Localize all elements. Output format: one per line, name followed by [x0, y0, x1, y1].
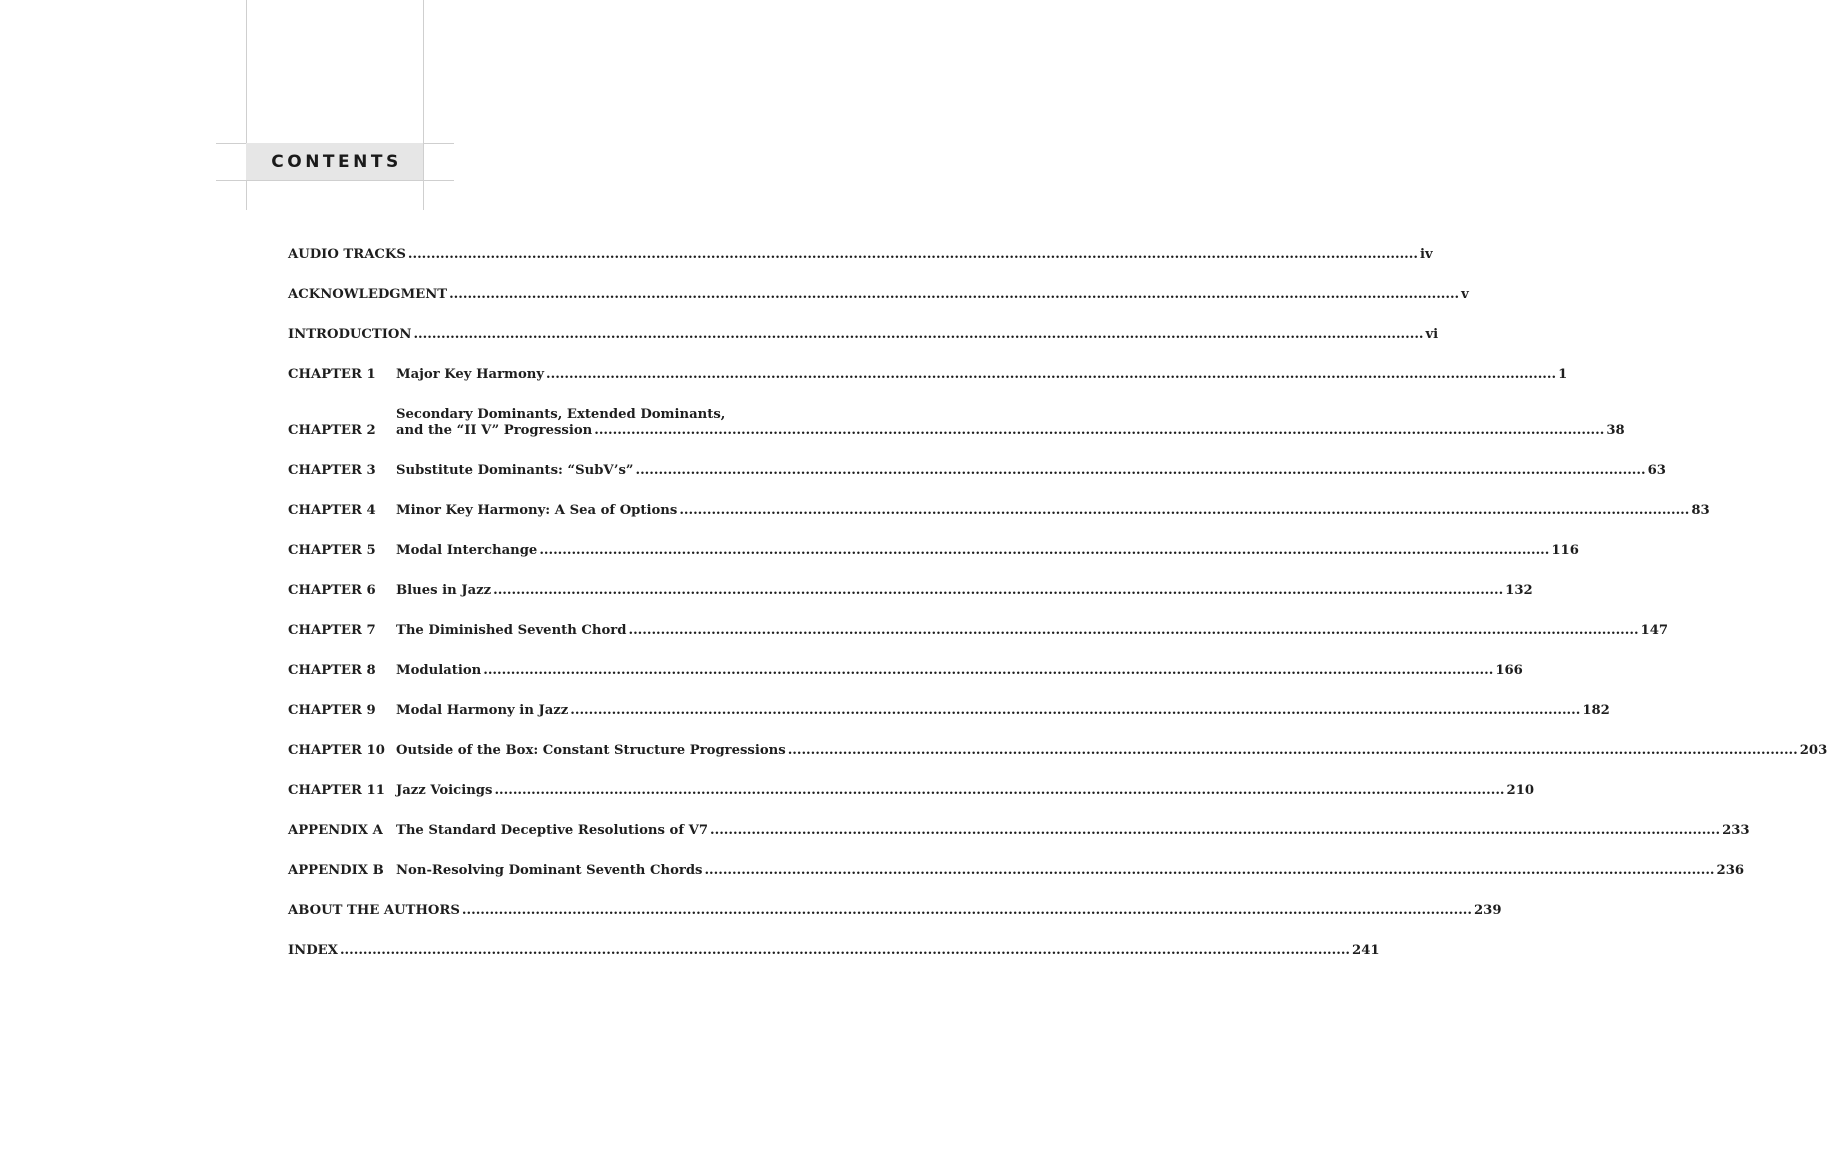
toc-entry-page: 132 [1505, 583, 1533, 598]
toc-entry-title: Modal Harmony in Jazz [396, 703, 569, 718]
dot-leader: ............................................................................................................................................................................................................................ [546, 367, 1557, 382]
toc-entry-label: APPENDIX B [288, 863, 384, 878]
toc-entry [288, 703, 1610, 719]
toc-entry-label: INDEX [288, 943, 338, 958]
dot-leader: ............................................................................................................................................................................................................................ [539, 543, 1550, 558]
dot-leader: ............................................................................................................................................................................................................................ [339, 943, 1351, 958]
toc-entry-title: The Diminished Seventh Chord [396, 623, 627, 638]
dot-leader: ............................................................................................................................................................................................................................ [461, 903, 1472, 918]
dot-leader: ............................................................................................................................................................................................................................ [494, 783, 1505, 798]
toc-entry-title: Substitute Dominants: “SubV’s” [396, 463, 634, 478]
toc-entry-page: 233 [1722, 823, 1750, 838]
toc-entry-title: Jazz Voicings [396, 783, 493, 798]
toc-entry-label: CHAPTER 4 [288, 503, 376, 518]
toc-entry-page: 63 [1647, 463, 1666, 478]
toc-entry-page: 236 [1716, 863, 1745, 878]
contents-title-box [246, 143, 423, 180]
toc-entry-label: CHAPTER 6 [288, 583, 376, 598]
toc-entry [288, 327, 1439, 343]
toc-entry-page: vi [1425, 327, 1439, 342]
toc-entry [288, 823, 1750, 839]
frame-rule-right [423, 0, 424, 210]
dot-leader: ............................................................................................................................................................................................................................ [628, 623, 1639, 638]
toc-entry-label: CHAPTER 3 [288, 463, 376, 478]
dot-leader: ............................................................................................................................................................................................................................ [704, 863, 1715, 878]
toc-entry [288, 247, 1433, 263]
dot-leader: ............................................................................................................................................................................................................................ [493, 583, 1504, 598]
toc-entry-page: v [1461, 287, 1469, 302]
toc-entry-label: ABOUT THE AUTHORS [288, 903, 460, 918]
dot-leader: ............................................................................................................................................................................................................................ [679, 503, 1690, 518]
toc-entry-label: CHAPTER 2 [288, 423, 376, 438]
toc-entry-title: Secondary Dominants, Extended Dominants, [396, 407, 726, 422]
dot-leader: ............................................................................................................................................................................................................................ [635, 463, 1646, 478]
toc-entry-page: 239 [1473, 903, 1502, 918]
toc-entry-page: 116 [1551, 543, 1579, 558]
frame-rule-bottom [216, 180, 454, 181]
dot-leader: ............................................................................................................................................................................................................................ [407, 247, 1418, 262]
toc-entry [288, 663, 1523, 679]
toc-entry [288, 287, 1469, 303]
toc-entry-label: INTRODUCTION [288, 327, 412, 342]
toc-entry-title: Modulation [396, 663, 482, 678]
dot-leader: ............................................................................................................................................................................................................................ [570, 703, 1581, 718]
toc-entry-label: CHAPTER 11 [288, 783, 385, 798]
toc-entry [288, 743, 1827, 759]
toc-entry [288, 583, 1533, 599]
toc-entry-label: ACKNOWLEDGMENT [288, 287, 448, 302]
toc-entry [288, 503, 1710, 519]
toc-entry-page: 210 [1506, 783, 1535, 798]
toc-entry-page: iv [1419, 247, 1433, 262]
dot-leader: ............................................................................................................................................................................................................................ [787, 743, 1798, 758]
toc-entry [288, 367, 1568, 383]
toc-entry-title: and the “II V” Progression [396, 423, 593, 438]
toc-entry-page: 147 [1640, 623, 1669, 638]
toc-entry-title: The Standard Deceptive Resolutions of V7 [396, 823, 709, 838]
toc-entry-label: CHAPTER 8 [288, 663, 376, 678]
toc-entry-title: Non-Resolving Dominant Seventh Chords [396, 863, 703, 878]
dot-leader: ............................................................................................................................................................................................................................ [449, 287, 1460, 302]
toc-entry-label: CHAPTER 1 [288, 367, 376, 382]
toc-entry-page: 166 [1495, 663, 1523, 678]
toc-entry [288, 863, 1745, 879]
toc-entry-label: CHAPTER 5 [288, 543, 376, 558]
toc-entry-title: Outside of the Box: Constant Structure Progressions [396, 743, 786, 758]
toc-entry-page: 83 [1691, 503, 1710, 518]
toc-entry-label: CHAPTER 10 [288, 743, 385, 758]
toc-entry [288, 903, 1502, 919]
dot-leader: ............................................................................................................................................................................................................................ [413, 327, 1424, 342]
toc-entry [288, 943, 1380, 959]
toc-entry-page: 241 [1352, 943, 1380, 958]
dot-leader: ............................................................................................................................................................................................................................ [710, 823, 1721, 838]
toc-entry [288, 463, 1666, 479]
toc-entry-title: Minor Key Harmony: A Sea of Options [396, 503, 678, 518]
toc-entry-title: Modal Interchange [396, 543, 538, 558]
toc-entry-label: CHAPTER 7 [288, 623, 376, 638]
toc-entry-title: Blues in Jazz [396, 583, 492, 598]
toc-entry-page: 1 [1558, 367, 1568, 382]
dot-leader: ............................................................................................................................................................................................................................ [483, 663, 1494, 678]
toc-entry-label: CHAPTER 9 [288, 703, 376, 718]
toc-entry [288, 543, 1579, 559]
toc-entry-page: 182 [1582, 703, 1610, 718]
toc-entry-label: AUDIO TRACKS [288, 247, 406, 262]
toc-entry-page: 203 [1799, 743, 1827, 758]
toc-entry [288, 623, 1669, 639]
dot-leader: ............................................................................................................................................................................................................................ [594, 423, 1605, 438]
toc-entry-title: Major Key Harmony [396, 367, 545, 382]
toc-entry [288, 783, 1535, 799]
toc-entry [288, 407, 1625, 439]
toc-entry-label: APPENDIX A [288, 823, 383, 838]
page-title: CONTENTS [271, 151, 402, 172]
toc-entry-page: 38 [1606, 423, 1625, 438]
